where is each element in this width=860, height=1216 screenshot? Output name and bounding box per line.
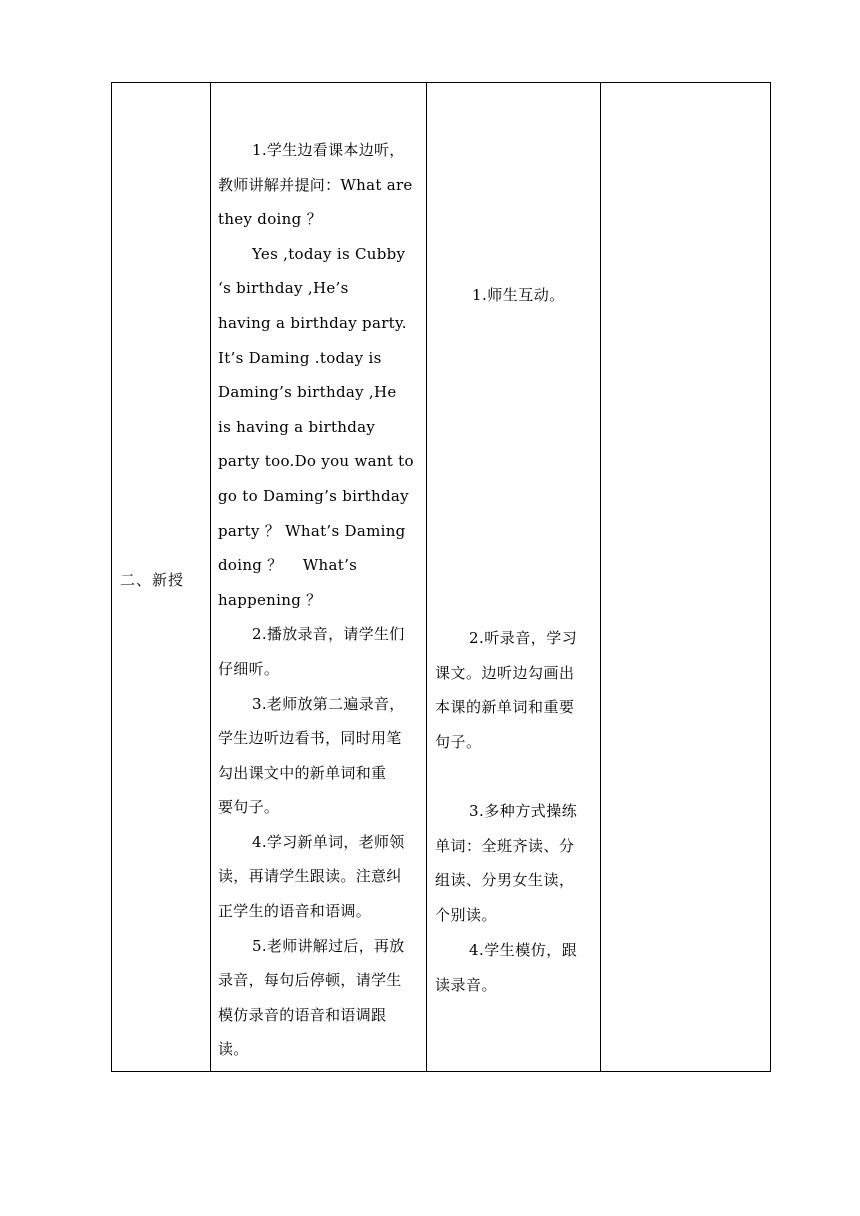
text-line: 个别读。	[435, 905, 498, 924]
text-line: they doing ？	[218, 210, 322, 229]
text-line: Daming’s birthday ,He	[218, 383, 397, 402]
text-line: is having a birthday	[218, 417, 376, 436]
teacher-activity-cell	[211, 83, 427, 1072]
text-line: ‘s birthday ,He’s	[218, 279, 349, 298]
text-line: 模仿录音的语音和语调跟	[218, 1005, 387, 1024]
text-line: happening ？	[218, 590, 322, 609]
section-label: 二、新授	[120, 571, 185, 589]
text-line: 1.师生互动。	[472, 286, 565, 304]
notes-cell	[601, 83, 771, 1072]
text-line: 要句子。	[218, 798, 280, 817]
text-line: It’s Daming .today is	[218, 348, 382, 367]
text-line: 4.学生模仿，跟	[469, 941, 578, 959]
teacher-activity-text	[218, 133, 414, 1067]
lesson-plan-table	[111, 82, 771, 1072]
text-line: 5.老师讲解过后，再放	[252, 936, 405, 955]
text-line: 本课的新单词和重要	[435, 698, 575, 717]
text-line: 课文。边听边勾画出	[435, 663, 575, 682]
student-item-3	[435, 794, 577, 932]
text-line: 读，再请学生跟读。注意纠	[218, 867, 402, 886]
student-item-1	[472, 278, 565, 313]
student-activity-cell	[427, 83, 601, 1072]
section-cell	[112, 83, 211, 1072]
text-line: 2.听录音，学习	[469, 629, 578, 647]
student-item-2	[435, 621, 577, 759]
text-line: 教师讲解并提问：What are	[218, 175, 413, 194]
text-line: 读。	[218, 1040, 249, 1059]
text-line: 读录音。	[435, 975, 498, 994]
text-line: go to Daming’s birthday	[218, 486, 409, 505]
text-line: 正学生的语音和语调。	[218, 902, 372, 921]
text-line: 3.多种方式操练	[469, 802, 578, 820]
text-line: party too.Do you want to	[218, 452, 414, 471]
text-line: 仔细听。	[218, 659, 280, 678]
text-line: 勾出课文中的新单词和重	[218, 763, 387, 782]
text-line: 组读、分男女生读，	[435, 871, 575, 890]
text-line: 学生边听边看书，同时用笔	[218, 729, 402, 748]
text-line: Yes ,today is Cubby	[252, 244, 406, 263]
text-line: 句子。	[435, 732, 482, 751]
text-line: 1.学生边看课本边听，	[252, 141, 405, 159]
text-line: party ？ What’s Daming	[218, 521, 406, 540]
text-line: 单词：全班齐读、分	[435, 836, 575, 855]
text-line: 4.学习新单词，老师领	[252, 832, 405, 851]
table-row	[112, 83, 771, 1072]
text-line: 3.老师放第二遍录音，	[252, 694, 405, 713]
text-line: 2.播放录音，请学生们	[252, 625, 405, 644]
text-line: having a birthday party.	[218, 313, 407, 332]
student-item-4	[435, 933, 577, 1002]
text-line: doing ？ What’s	[218, 556, 358, 575]
text-line: 录音，每句后停顿，请学生	[218, 971, 402, 990]
